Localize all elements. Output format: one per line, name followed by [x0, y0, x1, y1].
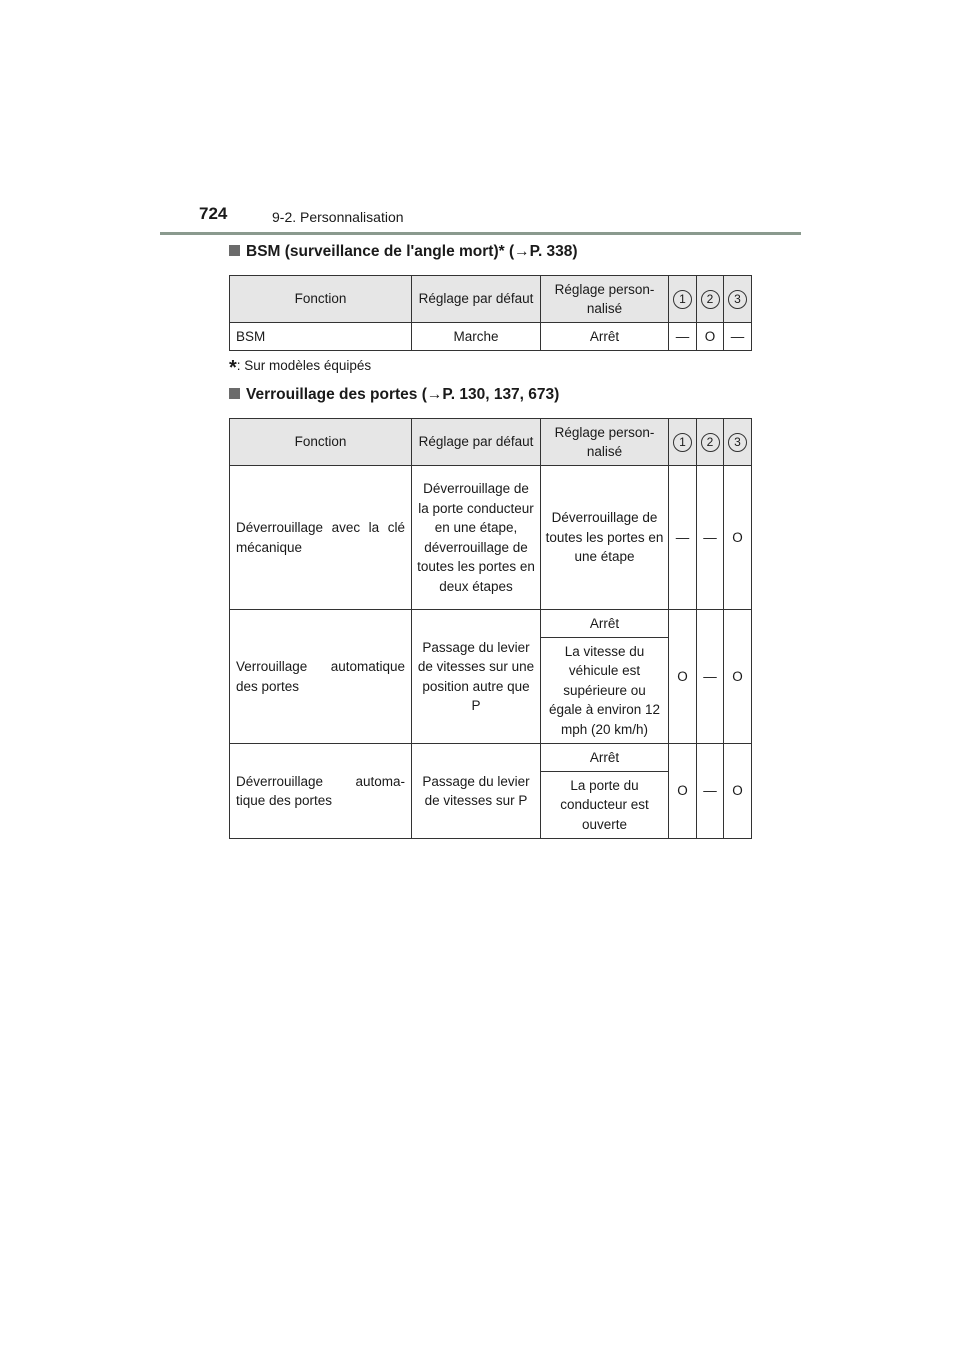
- header-col3: [724, 276, 752, 323]
- table-row: [230, 466, 752, 610]
- locks-table: [229, 418, 752, 839]
- cell-col3: O: [724, 744, 752, 839]
- cell-function: BSM: [230, 323, 412, 351]
- header-rule: [160, 232, 801, 235]
- cell-col1: —: [669, 323, 697, 351]
- header-col1: [669, 419, 697, 466]
- header-custom: Réglage person-nalisé: [541, 419, 669, 466]
- cell-custom-option-b: La porte du conducteur est ouverte: [541, 772, 669, 839]
- cell-col2: —: [697, 744, 724, 839]
- cell-col1: O: [669, 744, 697, 839]
- cell-col1: —: [669, 466, 697, 610]
- locks-heading-text: Verrouillage des portes (→P. 130, 137, 673): [246, 386, 560, 403]
- footnote-text: : Sur modèles équipés: [236, 358, 372, 373]
- header-col1: [669, 276, 697, 323]
- header-function: Fonction: [230, 276, 412, 323]
- cell-col3: O: [724, 466, 752, 610]
- cell-function: Déverrouillage avec la clé mécanique: [230, 466, 412, 610]
- footnote: [229, 357, 371, 380]
- cell-default: Marche: [412, 323, 541, 351]
- circled-number-2-icon: 2: [701, 290, 720, 309]
- bsm-heading-text: BSM (surveillance de l'angle mort)* (→P. 338): [246, 243, 578, 260]
- cell-custom-option-a: Arrêt: [541, 610, 669, 638]
- header-col2: [697, 276, 724, 323]
- circled-number-1-icon: 1: [673, 290, 692, 309]
- cell-col3: —: [724, 323, 752, 351]
- header-function: Fonction: [230, 419, 412, 466]
- circled-number-2-icon: 2: [701, 433, 720, 452]
- table-row: [230, 323, 752, 351]
- bsm-heading: [229, 243, 578, 261]
- circled-number-3-icon: 3: [728, 290, 747, 309]
- square-bullet-icon: [229, 388, 240, 399]
- cell-custom: Déverrouillage de toutes les portes en une étape: [541, 466, 669, 610]
- square-bullet-icon: [229, 245, 240, 256]
- cell-custom-option-a: Arrêt: [541, 744, 669, 772]
- cell-custom: Arrêt: [541, 323, 669, 351]
- cell-default: Passage du levier de vitesses sur une position autre que P: [412, 610, 541, 744]
- page-number: 724: [199, 204, 228, 223]
- section-title: 9-2. Personnalisation: [272, 209, 404, 225]
- cell-col2: —: [697, 466, 724, 610]
- cell-col2: —: [697, 610, 724, 744]
- cell-col2: O: [697, 323, 724, 351]
- bsm-table: [229, 275, 752, 351]
- cell-custom-option-b: La vitesse du véhicule est supérieure ou égale à environ 12 mph (20 km/h): [541, 638, 669, 744]
- header-default: Réglage par défaut: [412, 276, 541, 323]
- table-row: [230, 610, 752, 638]
- cell-col1: O: [669, 610, 697, 744]
- header-custom: Réglage person-nalisé: [541, 276, 669, 323]
- cell-default: Déverrouillage de la porte conducteur en une étape, déverrouillage de toutes les portes en deux étapes: [412, 466, 541, 610]
- locks-table-header-row: [230, 419, 752, 466]
- cell-col3: O: [724, 610, 752, 744]
- bsm-table-header-row: [230, 276, 752, 323]
- cell-default: Passage du levier de vitesses sur P: [412, 744, 541, 839]
- circled-number-1-icon: 1: [673, 433, 692, 452]
- table-row: [230, 744, 752, 772]
- cell-function: Déverrouillage automa-tique des portes: [230, 744, 412, 839]
- circled-number-3-icon: 3: [728, 433, 747, 452]
- footnote-star: *: [229, 357, 237, 379]
- cell-function: Verrouillage automatique des portes: [230, 610, 412, 744]
- header-col2: [697, 419, 724, 466]
- header-default: Réglage par défaut: [412, 419, 541, 466]
- header-col3: [724, 419, 752, 466]
- locks-heading: [229, 386, 559, 404]
